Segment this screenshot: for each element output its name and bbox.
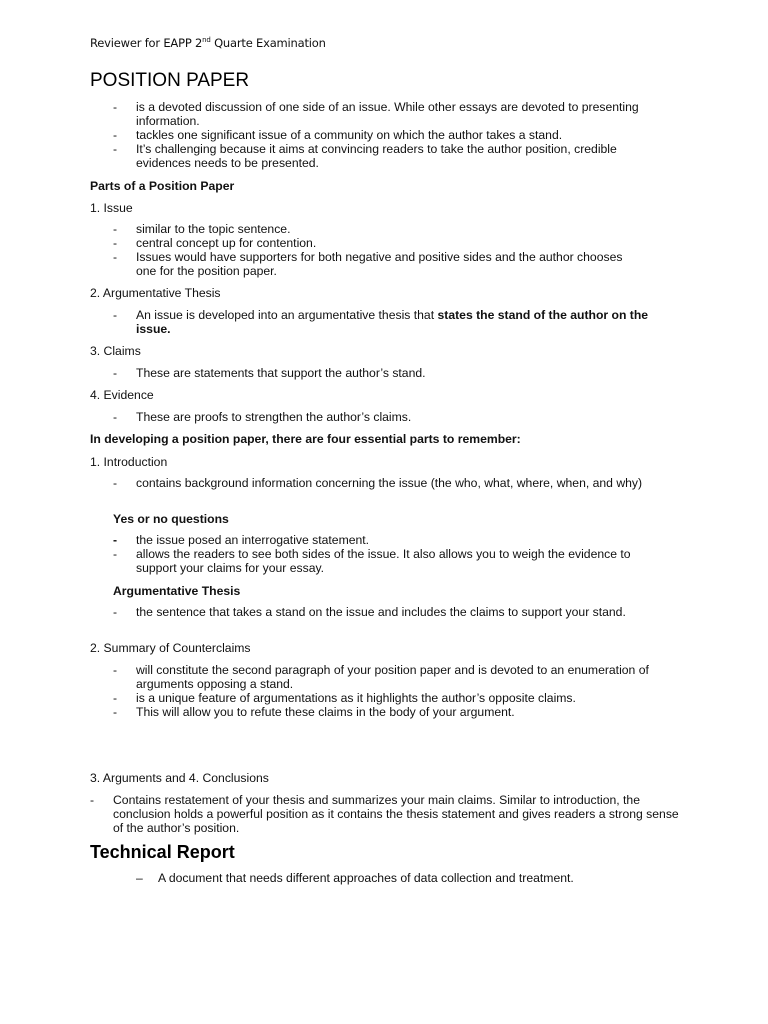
bullet-dash: - [113, 705, 118, 719]
part-label-issue: 1. Issue [90, 201, 133, 215]
bullet-dash: - [113, 236, 118, 250]
bullet-dash: - [113, 308, 118, 322]
introduction-label: 1. Introduction [90, 455, 168, 469]
bullet-dash: - [113, 533, 118, 547]
arguments-bullet: Contains restatement of your thesis and summarizes your main claims. Similar to introduction, the conclusion holds a powerful position as it contains the thesis statement and gives readers a strong sense of the author’s position. [113, 793, 679, 835]
bullet-dash: - [113, 547, 118, 561]
bullet-dash: - [113, 250, 118, 264]
introduction-bullet: contains background information concerning the issue (the who, what, where, when, and why) [136, 476, 643, 490]
thesis-bullet [136, 308, 681, 336]
bullet-dash: - [113, 128, 118, 142]
bullet-dash: - [113, 691, 118, 705]
bullet-dash: - [90, 793, 95, 807]
yes-no-bullet-2: allows the readers to see both sides of the issue. It also allows you to weigh the evidence to support your claims for your essay. [136, 547, 631, 575]
part-label-evidence: 4. Evidence [90, 388, 154, 402]
bullet-dash: - [113, 410, 118, 424]
page-header [90, 36, 326, 50]
part-label-thesis: 2. Argumentative Thesis [90, 286, 221, 300]
section-title-position-paper: POSITION PAPER [90, 70, 250, 91]
claims-bullet: These are statements that support the author’s stand. [136, 366, 426, 380]
bullet-dash: - [113, 605, 118, 619]
yes-no-heading: Yes or no questions [113, 512, 229, 526]
thesis-bullet-text: An issue is developed into an argumentative thesis that [136, 308, 438, 322]
issue-bullet-1: similar to the topic sentence. [136, 222, 291, 236]
part-label-claims: 3. Claims [90, 344, 141, 358]
evidence-bullet: These are proofs to strengthen the author’s claims. [136, 410, 412, 424]
bullet-dash: - [113, 100, 118, 114]
section-title-technical-report: Technical Report [90, 842, 235, 862]
technical-report-bullet: A document that needs different approaches of data collection and treatment. [158, 871, 574, 885]
bullet-dash: - [113, 663, 118, 677]
header-text-suffix: Quarte Examination [210, 36, 326, 50]
counterclaims-bullet-3: This will allow you to refute these claims in the body of your argument. [136, 705, 515, 719]
argumentative-thesis-bullet: the sentence that takes a stand on the issue and includes the claims to support your stand. [136, 605, 626, 619]
issue-bullet-3: Issues would have supporters for both negative and positive sides and the author chooses one for the position paper. [136, 250, 623, 278]
bullet-dash: - [113, 366, 118, 380]
bullet-dash: - [113, 222, 118, 236]
arguments-label: 3. Arguments and 4. Conclusions [90, 771, 269, 785]
header-superscript: nd [202, 36, 211, 44]
yes-no-bullet-1: the issue posed an interrogative statement. [136, 533, 370, 547]
bullet-dash: – [136, 871, 143, 885]
header-text: Reviewer for EAPP 2 [90, 36, 203, 50]
counterclaims-bullet-2: is a unique feature of argumentations as it highlights the author’s opposite claims. [136, 691, 576, 705]
bullet-dash: - [113, 476, 118, 490]
intro-bullet-1: is a devoted discussion of one side of an issue. While other essays are devoted to presenting information. [136, 100, 639, 128]
bullet-dash: - [113, 142, 118, 156]
issue-bullet-2: central concept up for contention. [136, 236, 317, 250]
intro-bullet-3: It’s challenging because it aims at convincing readers to take the author position, credible evidences needs to be presented. [136, 142, 617, 170]
counterclaims-label: 2. Summary of Counterclaims [90, 641, 251, 655]
developing-heading: In developing a position paper, there are four essential parts to remember: [90, 432, 521, 446]
argumentative-thesis-heading: Argumentative Thesis [113, 584, 241, 598]
counterclaims-bullet-1: will constitute the second paragraph of your position paper and is devoted to an enumeration of arguments opposing a stand. [136, 663, 649, 691]
intro-bullet-2: tackles one significant issue of a community on which the author takes a stand. [136, 128, 563, 142]
parts-heading: Parts of a Position Paper [90, 179, 235, 193]
thesis-bullet-bold: states the stand of the author on the issue. [136, 308, 649, 336]
